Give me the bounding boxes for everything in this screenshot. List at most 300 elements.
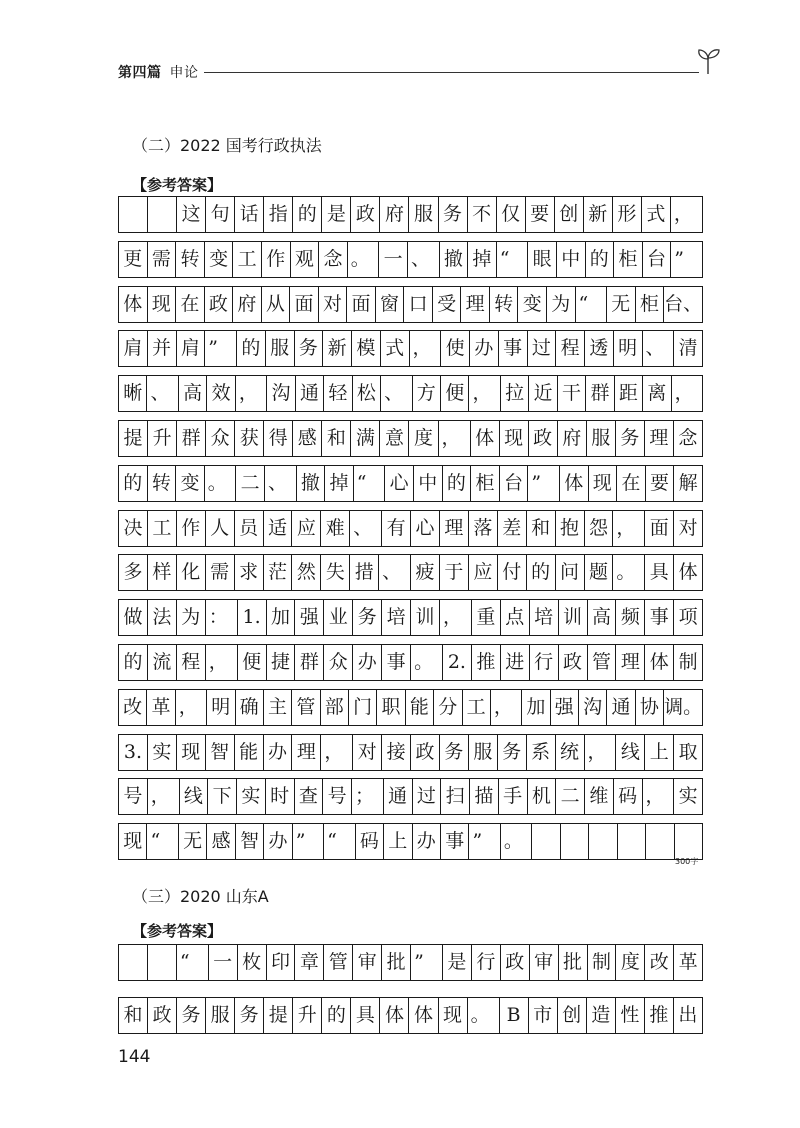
grid-cell: 受 <box>433 287 462 322</box>
grid-cell: 能 <box>235 735 264 770</box>
grid-cell: 付 <box>498 555 527 590</box>
grid-cell: 念 <box>319 242 348 277</box>
grid-cell: ， <box>206 645 238 680</box>
grid-cell: 查 <box>295 779 324 814</box>
grid-row <box>118 196 703 233</box>
section-title: （二）2022 国考行政执法 <box>132 136 322 155</box>
grid-cell: 码 <box>614 779 643 814</box>
grid-cell: 主 <box>264 690 292 725</box>
grid-cell: “ <box>324 824 355 859</box>
grid-cell: 群 <box>177 421 206 456</box>
grid-cell: 革 <box>147 690 175 725</box>
grid-cell: 面 <box>645 511 674 546</box>
grid-cell: 智 <box>236 824 264 859</box>
grid-cell: 、 <box>379 555 411 590</box>
grid-cell: 批 <box>382 945 411 980</box>
grid-cell: 办 <box>353 645 382 680</box>
grid-cell: 干 <box>558 376 586 411</box>
grid-cell: 一 <box>209 945 238 980</box>
grid-cell: ， <box>440 600 472 635</box>
grid-cell: 模 <box>352 331 381 366</box>
grid-cell: ” <box>411 945 443 980</box>
grid-cell: 事 <box>382 645 411 680</box>
grid-cell: 便 <box>238 645 267 680</box>
grid-cell: B <box>500 998 529 1033</box>
grid-cell: 意 <box>380 421 409 456</box>
grid-cell: 式 <box>381 331 410 366</box>
grid-cell: 系 <box>527 735 556 770</box>
grid-cell: 政 <box>148 998 177 1033</box>
grid-row <box>118 465 703 502</box>
grid-cell: 。 <box>205 466 237 501</box>
grid-row <box>118 375 703 412</box>
grid-cell <box>618 824 646 859</box>
grid-cell: 在 <box>617 466 646 501</box>
grid-cell: 事 <box>441 824 469 859</box>
grid-cell: 接 <box>382 735 411 770</box>
grid-row <box>118 241 703 278</box>
grid-cell: 沟 <box>579 690 607 725</box>
grid-cell: 务 <box>177 998 206 1033</box>
grid-cell: 统 <box>556 735 585 770</box>
grid-cell: 提 <box>119 421 148 456</box>
grid-cell: 拉 <box>501 376 529 411</box>
grid-cell: 是 <box>322 197 351 232</box>
grid-cell: 获 <box>235 421 264 456</box>
grid-cell: 出 <box>678 1004 698 1026</box>
grid-cell: “ <box>497 242 529 277</box>
grid-cell: 台、 <box>664 292 703 315</box>
grid-cell: 体 <box>471 421 500 456</box>
grid-cell: 便 <box>441 376 469 411</box>
grid-cell: 部 <box>321 690 349 725</box>
grid-cell: 题 <box>585 555 614 590</box>
grid-cell: 行 <box>530 645 559 680</box>
grid-cell: 员 <box>235 511 264 546</box>
grid-cell: 体 <box>119 287 148 322</box>
grid-cell: 现 <box>500 421 529 456</box>
grid-cell: 作 <box>177 511 206 546</box>
grid-cell: ” <box>205 331 237 366</box>
grid-cell <box>119 197 148 232</box>
grid-cell: 号 <box>119 779 148 814</box>
grid-row <box>118 644 703 681</box>
grid-cell: 群 <box>295 645 324 680</box>
grid-cell: 程 <box>556 331 585 366</box>
grid-cell: 变 <box>176 466 205 501</box>
grid-cell: 、 <box>643 331 675 366</box>
section-title: （三）2020 山东A <box>132 887 269 906</box>
grid-row <box>118 778 703 815</box>
grid-cell: 工 <box>148 511 177 546</box>
grid-cell: 体 <box>678 561 698 584</box>
grid-cell: 口 <box>404 287 433 322</box>
grid-cell: 3. <box>119 735 148 770</box>
grid-cell: 心 <box>385 466 414 501</box>
grid-cell: 这 <box>177 197 206 232</box>
grid-cell: 度 <box>616 945 645 980</box>
grid-cell: ， <box>469 376 500 411</box>
grid-cell: 问 <box>556 555 585 590</box>
grid-cell: 需 <box>148 242 177 277</box>
grid-cell: 2. <box>443 645 472 680</box>
grid-cell: 决 <box>119 511 148 546</box>
running-header <box>118 60 718 86</box>
grid-cell: 门 <box>349 690 377 725</box>
grid-cell: 下 <box>208 779 237 814</box>
grid-row <box>118 599 703 636</box>
grid-cell: ” <box>528 466 560 501</box>
grid-cell: 重 <box>472 600 501 635</box>
grid-cell: 怨 <box>585 511 614 546</box>
grid-cell: 撤 <box>297 466 326 501</box>
grid-cell: 变 <box>518 287 547 322</box>
grid-cell: 高 <box>588 600 617 635</box>
grid-cell: 流 <box>148 645 177 680</box>
grid-cell: 智 <box>206 735 235 770</box>
grid-cell: 群 <box>586 376 614 411</box>
grid-cell: 点 <box>501 600 530 635</box>
grid-cell: 撤 <box>440 242 469 277</box>
grid-cell: 造 <box>587 998 616 1033</box>
grid-cell: 解 <box>678 471 698 494</box>
grid-cell: 的 <box>443 466 472 501</box>
grid-row <box>118 286 703 323</box>
grid-row <box>118 689 703 726</box>
grid-cell: 一 <box>379 242 408 277</box>
grid-cell: 服 <box>469 735 498 770</box>
grid-cell: 的 <box>322 998 351 1033</box>
grid-cell: 更 <box>119 242 148 277</box>
grid-row <box>118 510 703 547</box>
grid-cell: 政 <box>351 197 380 232</box>
grid-cell: 新 <box>323 331 352 366</box>
grid-cell: 松 <box>353 376 381 411</box>
grid-row <box>118 420 703 457</box>
grid-cell: 频 <box>616 600 645 635</box>
grid-cell: ， <box>491 690 522 725</box>
grid-cell: 务 <box>616 421 645 456</box>
grid-cell: 线 <box>616 735 645 770</box>
grid-cell: 时 <box>266 779 295 814</box>
grid-cell: 政 <box>559 645 588 680</box>
grid-cell: 管 <box>292 690 320 725</box>
grid-row <box>118 734 703 771</box>
grid-cell: 落 <box>469 511 498 546</box>
grid-cell: 革 <box>678 951 698 973</box>
grid-cell: 实 <box>237 779 266 814</box>
grid-cell: 近 <box>529 376 557 411</box>
grid-cell: 于 <box>440 555 469 590</box>
grid-row <box>118 554 703 591</box>
grid-cell: 办 <box>264 735 293 770</box>
grid-cell: 做 <box>119 600 148 635</box>
grid-cell: 需 <box>206 555 235 590</box>
grid-cell: 念 <box>678 427 698 449</box>
grid-cell: 府 <box>558 421 587 456</box>
grid-cell: 创 <box>555 197 584 232</box>
grid-cell: 印 <box>267 945 296 980</box>
grid-cell: 窗 <box>376 287 405 322</box>
grid-cell: 转 <box>148 466 177 501</box>
grid-cell: 无 <box>607 287 636 322</box>
grid-cell: 实 <box>678 785 698 808</box>
grid-cell: 方 <box>413 376 441 411</box>
grid-cell: 制 <box>678 651 698 673</box>
grid-cell: 实 <box>148 735 177 770</box>
grid-cell: 现 <box>119 824 147 859</box>
grid-cell: 和 <box>322 421 351 456</box>
grid-cell: 管 <box>324 945 353 980</box>
grid-cell: 掉 <box>325 466 354 501</box>
grid-cell: 、 <box>147 376 178 411</box>
grid-cell <box>119 945 148 980</box>
grid-cell: 强 <box>295 600 324 635</box>
grid-cell: 对 <box>353 735 382 770</box>
grid-cell: 式 <box>642 197 671 232</box>
grid-cell: 号 <box>323 779 352 814</box>
grid-cell: 升 <box>148 421 177 456</box>
grid-cell: 中 <box>557 242 586 277</box>
grid-cell: 业 <box>324 600 353 635</box>
grid-row <box>118 944 703 981</box>
grid-cell: 晰 <box>119 376 147 411</box>
grid-cell: 政 <box>205 287 234 322</box>
grid-cell: 加 <box>267 600 296 635</box>
chapter-label: 第四篇 申论 <box>118 65 199 81</box>
grid-row <box>118 997 703 1034</box>
header-rule <box>204 72 699 73</box>
grid-cell: 具 <box>351 998 380 1033</box>
grid-cell: 和 <box>527 511 556 546</box>
grid-cell: 对 <box>678 516 698 539</box>
grid-cell: 心 <box>411 511 440 546</box>
grid-cell <box>148 945 177 980</box>
grid-cell: 审 <box>353 945 382 980</box>
grid-cell: 政 <box>529 421 558 456</box>
grid-cell: ， <box>674 382 694 405</box>
grid-cell: 众 <box>324 645 353 680</box>
grid-cell: ， <box>439 421 471 456</box>
grid-cell: “ <box>576 287 608 322</box>
grid-cell: 变 <box>205 242 234 277</box>
grid-cell: ， <box>321 735 353 770</box>
grid-cell: 性 <box>616 998 645 1033</box>
page-number: 144 <box>118 1047 151 1067</box>
grid-cell: 感 <box>207 824 235 859</box>
grid-cell: 样 <box>148 555 177 590</box>
grid-cell: 章 <box>295 945 324 980</box>
grid-cell: 体 <box>645 645 674 680</box>
grid-cell: 描 <box>470 779 499 814</box>
grid-cell: 强 <box>551 690 579 725</box>
grid-cell: 众 <box>206 421 235 456</box>
grid-cell: 指 <box>264 197 293 232</box>
grid-cell: 掉 <box>468 242 497 277</box>
grid-cell: 事 <box>645 600 674 635</box>
grid-cell: 程 <box>177 645 206 680</box>
grid-cell: “ <box>177 945 209 980</box>
grid-cell: 在 <box>176 287 205 322</box>
grid-cell: 务 <box>235 998 264 1033</box>
grid-cell: 上 <box>645 735 674 770</box>
grid-cell: 职 <box>377 690 405 725</box>
grid-cell: 事 <box>499 331 528 366</box>
grid-cell: ， <box>643 779 675 814</box>
grid-cell: 茫 <box>264 555 293 590</box>
grid-cell: 句 <box>206 197 235 232</box>
grid-cell: 进 <box>501 645 530 680</box>
grid-cell: 眼 <box>528 242 557 277</box>
grid-cell: 。 <box>613 555 645 590</box>
grid-cell <box>532 824 560 859</box>
grid-cell: 取 <box>678 740 698 763</box>
grid-cell: 中 <box>414 466 443 501</box>
grid-cell: 扫 <box>441 779 470 814</box>
grid-cell: 求 <box>235 555 264 590</box>
grid-cell: 体 <box>380 998 409 1033</box>
grid-cell: 感 <box>293 421 322 456</box>
grid-cell: 为 <box>547 287 576 322</box>
grid-cell: 创 <box>558 998 587 1033</box>
grid-cell: 服 <box>409 197 438 232</box>
grid-cell: 上 <box>384 824 412 859</box>
grid-cell: 台 <box>643 242 672 277</box>
grid-row <box>118 330 703 367</box>
grid-cell: 政 <box>411 735 440 770</box>
grid-cell: 肩 <box>119 331 148 366</box>
answer-label: 【参考答案】 <box>132 176 223 194</box>
grid-cell: 协 <box>636 690 664 725</box>
grid-cell: 然 <box>292 555 321 590</box>
grid-cell: 新 <box>584 197 613 232</box>
grid-cell: 明 <box>207 690 235 725</box>
grid-cell: 服 <box>206 998 235 1033</box>
grid-cell: 、 <box>265 466 297 501</box>
grid-cell: 加 <box>522 690 550 725</box>
grid-cell: 无 <box>179 824 207 859</box>
grid-cell: 手 <box>499 779 528 814</box>
answer-label: 【参考答案】 <box>132 922 223 940</box>
grid-cell: 体 <box>560 466 589 501</box>
grid-cell <box>646 824 674 859</box>
grid-cell: 面 <box>347 287 376 322</box>
grid-cell: ， <box>236 376 267 411</box>
grid-cell: 具 <box>645 555 674 590</box>
grid-cell: 应 <box>292 511 321 546</box>
grid-cell: 理 <box>645 421 674 456</box>
grid-cell: 抱 <box>556 511 585 546</box>
grid-cell: 二 <box>236 466 265 501</box>
grid-cell: 的 <box>237 331 266 366</box>
grid-cell: 要 <box>526 197 555 232</box>
word-count: 300字 <box>675 857 699 866</box>
grid-cell: 市 <box>529 998 558 1033</box>
grid-cell: 高 <box>179 376 207 411</box>
grid-cell: 能 <box>406 690 434 725</box>
grid-cell: 的 <box>527 555 556 590</box>
grid-cell: 法 <box>148 600 177 635</box>
grid-cell: 务 <box>439 197 468 232</box>
grid-cell: 改 <box>119 690 147 725</box>
grid-cell: 柜 <box>614 242 643 277</box>
grid-cell: 度 <box>409 421 438 456</box>
grid-cell: 形 <box>613 197 642 232</box>
grid-cell: 制 <box>588 945 617 980</box>
grid-cell: 的 <box>119 645 148 680</box>
grid-cell: 使 <box>441 331 470 366</box>
grid-cell: 、 <box>408 242 440 277</box>
grid-cell: 改 <box>645 945 674 980</box>
grid-cell: 清 <box>678 337 698 360</box>
grid-cell: 多 <box>119 555 148 590</box>
grid-cell: 管 <box>588 645 617 680</box>
sprout-icon <box>696 46 722 76</box>
grid-cell: 办 <box>264 824 292 859</box>
grid-cell: ， <box>148 779 180 814</box>
grid-cell: 措 <box>350 555 379 590</box>
grid-cell: 有 <box>382 511 411 546</box>
grid-cell: 柜 <box>471 466 500 501</box>
grid-cell: 和 <box>119 998 148 1033</box>
grid-cell: 枚 <box>238 945 267 980</box>
grid-cell: 过 <box>528 331 557 366</box>
grid-cell: 训 <box>411 600 440 635</box>
grid-cell: 得 <box>264 421 293 456</box>
grid-cell: 调。 <box>664 695 703 718</box>
grid-cell <box>561 824 589 859</box>
grid-cell <box>589 824 617 859</box>
grid-cell: 离 <box>643 376 671 411</box>
grid-cell: 化 <box>177 555 206 590</box>
grid-cell: “ <box>354 466 386 501</box>
grid-cell: 的 <box>586 242 615 277</box>
grid-cell: 政 <box>501 945 530 980</box>
grid-cell: 。 <box>501 824 532 859</box>
grid-cell: 分 <box>434 690 462 725</box>
grid-cell: ； <box>352 779 384 814</box>
grid-cell: 通 <box>607 690 635 725</box>
grid-cell: 务 <box>440 735 469 770</box>
grid-cell: ， <box>176 690 207 725</box>
grid-cell: 柜 <box>636 287 665 322</box>
grid-cell: 、 <box>350 511 382 546</box>
grid-cell: 应 <box>469 555 498 590</box>
grid-cell: 办 <box>470 331 499 366</box>
grid-cell: 对 <box>319 287 348 322</box>
grid-cell: 是 <box>443 945 472 980</box>
grid-cell: 机 <box>528 779 557 814</box>
grid-cell: 不 <box>468 197 497 232</box>
grid-cell: 办 <box>413 824 441 859</box>
grid-cell <box>675 824 702 859</box>
grid-cell: 务 <box>353 600 382 635</box>
grid-cell: 推 <box>472 645 501 680</box>
grid-cell: 线 <box>180 779 209 814</box>
grid-cell: 。 <box>468 998 500 1033</box>
grid-cell: 明 <box>614 331 643 366</box>
grid-cell: 现 <box>439 998 468 1033</box>
grid-cell: 要 <box>646 466 675 501</box>
grid-cell: 人 <box>206 511 235 546</box>
grid-cell: 。 <box>348 242 380 277</box>
grid-cell: “ <box>147 824 178 859</box>
grid-cell: 距 <box>615 376 643 411</box>
grid-cell: ， <box>585 735 617 770</box>
grid-row <box>118 823 703 860</box>
grid-cell: 话 <box>235 197 264 232</box>
grid-cell: 转 <box>176 242 205 277</box>
